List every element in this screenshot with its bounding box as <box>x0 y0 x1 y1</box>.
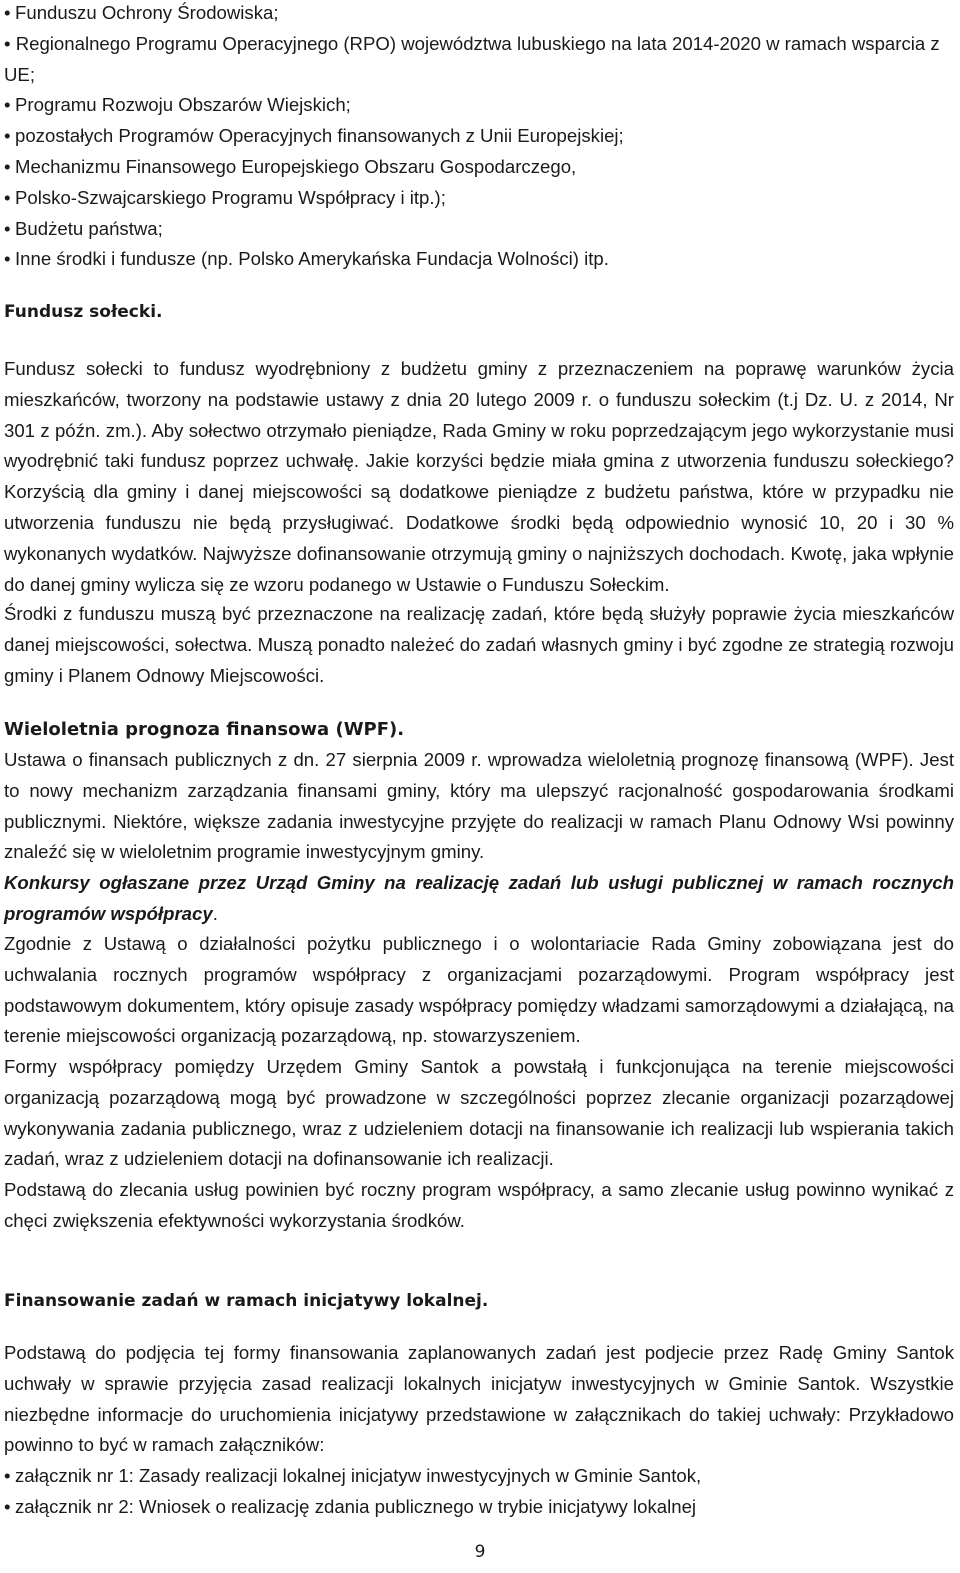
section-heading-konkursy: Konkursy ogłaszane przez Urząd Gminy na realizację zadań lub usługi publicznej w ramach rocznych programów współpracy. <box>4 872 954 924</box>
page-number: 9 <box>474 1542 486 1562</box>
paragraph-wpf: Ustawa o finansach publicznych z dn. 27 sierpnia 2009 r. wprowadza wieloletnią prognozę finansową (WPF). Jest to nowy mechanizm zarządzania finansami gminy, który ma ulepszyć racjonalność gospodarowania środkami publicznymi. Niektóre, większe zadania inwestycyjne przyjęte do realizacji w ramach Planu Odnowy Wsi powinny znaleźć się w wieloletnim programie inwestycyjnym gminy. <box>4 749 954 863</box>
bullet-icon: • <box>4 186 11 208</box>
paragraph-konkursy-3: Podstawą do zlecania usług powinien być roczny program współpracy, a samo zlecanie usług powinno wynikać z chęci zwiększenia efektywności wykorzystania środków. <box>4 1179 954 1231</box>
bullet-icon: • <box>4 32 11 54</box>
section-heading-inicjatywa: Finansowanie zadań w ramach inicjatywy lokalnej. <box>4 1291 489 1311</box>
bullet-icon: • <box>4 1465 11 1486</box>
bullet-icon: • <box>4 217 11 239</box>
list-item: • Regionalnego Programu Operacyjnego (RPO) województwa lubuskiego na lata 2014-2020 w ramach wsparcia z UE; <box>4 32 940 85</box>
list-item: • Programu Rozwoju Obszarów Wiejskich; <box>4 90 954 121</box>
section-heading-fundusz: Fundusz sołecki. <box>4 302 163 322</box>
paragraph-fundusz: Fundusz sołecki to fundusz wyodrębniony z budżetu gminy z przeznaczeniem na poprawę warunków życia mieszkańców, tworzony na podstawie ustawy z dnia 20 lutego 2009 r. o funduszu sołeckim (t.j Dz. U. z 2014, Nr 301 z późn. zm.). Aby sołectwo otrzymało pieniądze, Rada Gminy w roku poprzedzającym jego wykorzystanie musi wyodrębnić taki fundusz poprzez uchwałę. Jakie korzyści będzie miała gmina z utworzenia funduszu sołeckiego? Korzyścią dla gminy i danej miejscowości są dodatkowe pieniądze z budżetu państwa, które w przypadku nie utworzenia funduszu nie będą przysługiwać. Dodatkowe środki będą odpowiednio wynosić 10, 20 i 30 % wykonanych wydatków. Najwyższe dofinansowanie otrzymują gminy o najniższych dochodach. Kwotę, jaka wpłynie do danej gminy wylicza się ze wzoru podanego w Ustawie o Funduszu Sołeckim. <box>4 358 954 595</box>
list-item: • załącznik nr 1: Zasady realizacji lokalnej inicjatyw inwestycyjnych w Gminie Santok, <box>4 1461 954 1492</box>
section-heading-wpf: Wieloletnia prognoza finansowa (WPF). <box>4 719 405 740</box>
bullet-icon: • <box>4 1495 11 1517</box>
bullet-icon: • <box>4 94 11 116</box>
list-item: • pozostałych Programów Operacyjnych finansowanych z Unii Europejskiej; <box>4 121 954 152</box>
list-item: • Budżetu państwa; <box>4 214 954 245</box>
list-item: • załącznik nr 2: Wniosek o realizację zdania publicznego w trybie inicjatywy lokalnej <box>4 1492 954 1523</box>
list-item: • Polsko-Szwajcarskiego Programu Współpracy i itp.); <box>4 183 954 214</box>
list-item: • Mechanizmu Finansowego Europejskiego Obszaru Gospodarczego, <box>4 152 954 183</box>
list-item: • Inne środki i fundusze (np. Polsko Amerykańska Fundacja Wolności) itp. <box>4 244 954 275</box>
bullet-icon: • <box>4 2 11 23</box>
paragraph-konkursy-2: Formy współpracy pomiędzy Urzędem Gminy Santok a powstałą i funkcjonująca na terenie miejscowości organizacją pozarządową mogą być prowadzone w szczególności poprzez zlecanie organizacji pozarządowej wykonywania zadania publicznego, wraz z udzieleniem dotacji na finansowanie ich realizacji lub wspierania takich zadań, wraz z udzieleniem dotacji na dofinansowanie ich realizacji. <box>4 1056 954 1170</box>
paragraph-inicjatywa: Podstawą do podjęcia tej formy finansowania zaplanowanych zadań jest podjecie przez Radę Gminy Santok uchwały w sprawie przyjęcia zasad realizacji lokalnych inicjatyw inwestycyjnych w Gminie Santok. Wszystkie niezbędne informacje do uruchomienia inicjatywy przedstawione w załącznikach do takiej uchwały: Przykładowo powinno to być w ramach załączników: <box>4 1342 954 1456</box>
bullet-icon: • <box>4 248 11 270</box>
bullet-icon: • <box>4 125 11 147</box>
attachments-list <box>4 1461 954 1523</box>
paragraph-fundusz-2: Środki z funduszu muszą być przeznaczone na realizację zadań, które będą służyły poprawie życia mieszkańców danej miejscowości, sołectwa. Muszą ponadto należeć do zadań własnych gminy i być zgodne ze strategią rozwoju gminy i Planem Odnowy Miejscowości. <box>4 603 954 686</box>
list-item: • Funduszu Ochrony Środowiska; <box>4 0 954 29</box>
bullet-icon: • <box>4 155 11 177</box>
paragraph-konkursy-1: Zgodnie z Ustawą o działalności pożytku publicznego i o wolontariacie Rada Gminy zobowiązana jest do uchwalania rocznych programów współpracy z organizacjami pozarządowymi. Program współpracy jest podstawowym dokumentem, który opisuje zasady współpracy pomiędzy władzami samorządowymi a działającą, na terenie miejscowości organizacją pozarządową, np. stowarzyszeniem. <box>4 933 954 1047</box>
funding-sources-list <box>4 0 954 275</box>
